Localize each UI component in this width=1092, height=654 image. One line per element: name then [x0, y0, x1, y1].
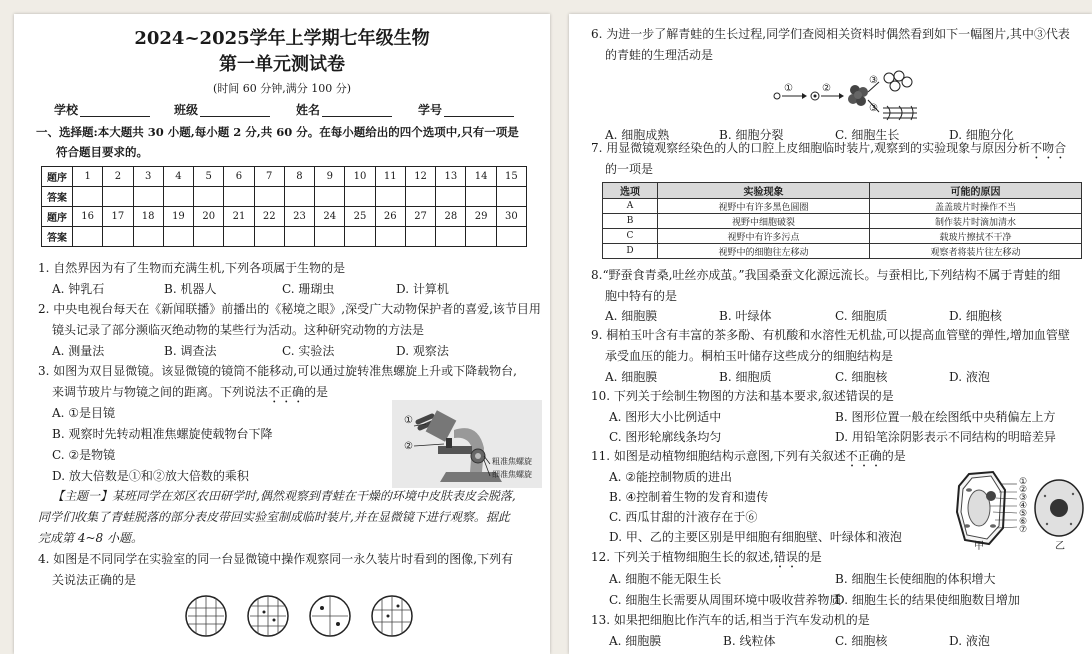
q10-option-b[interactable]: B. 图形位置一般在绘图纸中央稍偏左上方	[835, 410, 1056, 424]
cell-label-6: ⑥	[1019, 517, 1028, 527]
grid-number-cell: 16	[73, 207, 103, 227]
q8-stem: 8.“野蚕食青桑,吐丝亦成茧。”我国桑蚕文化源远流长。与蚕相比,下列结构不属于青蛙的细	[591, 268, 1061, 282]
q12-stem-end: 的是	[797, 550, 822, 564]
q9-option-a[interactable]: A. 细胞膜	[605, 370, 658, 384]
q8-option-d[interactable]: D. 细胞核	[949, 309, 1002, 323]
q11-stem	[591, 446, 906, 470]
q11-option-c[interactable]: C. 西瓜甘甜的汁液存在于⑥	[609, 510, 758, 524]
name-label: 姓名	[296, 103, 321, 117]
q6-stem: 6. 为进一步了解青蛙的生长过程,同学们查阅相关资料时偶然看到如下一幅图片,其中③代表	[591, 27, 1070, 41]
grid-number-cell: 22	[254, 207, 284, 227]
q7-table-cell: 视野中有许多黑色圆圈	[658, 199, 870, 214]
exam-title: 2024~2025学年上学期七年级生物	[134, 28, 430, 49]
grid-answer-row	[42, 187, 527, 207]
q2-option-c[interactable]: C. 实验法	[282, 344, 335, 358]
grid-number-cell: 2	[103, 167, 133, 187]
q7-stem-text: 7. 用显微镜观察经染色的人的口腔上皮细胞临时装片,观察到的实验现象与原因分析	[591, 141, 1031, 155]
q8-stem-cont: 胞中特有的是	[605, 289, 678, 303]
grid-answer-cell[interactable]	[254, 227, 284, 247]
grid-number-cell: 9	[315, 167, 345, 187]
q6-fig-label-3b: ③	[869, 103, 878, 114]
q13-option-b[interactable]: B. 线粒体	[723, 634, 776, 648]
q1-option-a[interactable]: A. 钟乳石	[52, 282, 105, 296]
q9-stem: 9. 桐柏玉叶含有丰富的茶多酚、有机酸和水溶性无机盐,可以提高血管壁的弹性,增加血管壁	[591, 328, 1070, 342]
q11-option-d[interactable]: D. 甲、乙的主要区别是甲细胞有细胞壁、叶绿体和液泡	[609, 530, 902, 544]
q9-option-c[interactable]: C. 细胞核	[835, 370, 888, 384]
q2-option-a[interactable]: A. 测量法	[52, 344, 105, 358]
q1-option-b[interactable]: B. 机器人	[164, 282, 217, 296]
school-label: 学校	[54, 103, 79, 117]
grid-number-cell: 8	[284, 167, 314, 187]
grid-answer-cell[interactable]	[436, 227, 466, 247]
grid-answer-cell[interactable]	[345, 187, 375, 207]
q10-option-c[interactable]: C. 图形轮廓线条均匀	[609, 430, 722, 444]
q6-option-d[interactable]: D. 细胞分化	[949, 128, 1014, 142]
theme-intro	[52, 486, 516, 507]
q7-table-cell: 视野中细胞破裂	[658, 214, 870, 229]
q2-option-b[interactable]: B. 调查法	[164, 344, 217, 358]
view-circle-1	[186, 596, 226, 636]
animal-cell-icon	[1035, 480, 1083, 536]
grid-answer-cell[interactable]	[73, 187, 103, 207]
frog-development-figure	[769, 68, 919, 124]
number-label: 学号	[418, 103, 443, 117]
grid-number-cell: 20	[194, 207, 224, 227]
grid-answer-cell[interactable]	[254, 187, 284, 207]
q10-option-d[interactable]: D. 用铅笔涂阴影表示不同结构的明暗差异	[835, 430, 1056, 444]
q12-stem	[591, 547, 822, 571]
grid-answer-cell[interactable]	[405, 227, 435, 247]
q7-table-cell: 盖盖玻片时操作不当	[870, 199, 1082, 214]
class-input-line[interactable]	[200, 116, 270, 117]
grid-row-label: 答案	[42, 187, 73, 207]
grid-answer-cell[interactable]	[133, 227, 163, 247]
q7-stem	[591, 138, 1066, 162]
q7-table-cell: 视野中的细胞往左移动	[658, 244, 870, 259]
left-exam-page	[14, 14, 550, 654]
grid-answer-cell[interactable]	[73, 227, 103, 247]
q3-option-c[interactable]: C. ②是物镜	[52, 448, 116, 462]
q10-option-a[interactable]: A. 图形大小比例适中	[609, 410, 722, 424]
q7-header-cell: 可能的原因	[870, 183, 1082, 199]
grid-number-cell: 5	[194, 167, 224, 187]
grid-answer-cell[interactable]	[375, 187, 405, 207]
table-row	[603, 244, 1082, 259]
q11-option-a[interactable]: A. ②能控制物质的进出	[609, 470, 733, 484]
q6-option-c[interactable]: C. 细胞生长	[835, 128, 900, 142]
grid-number-cell: 15	[496, 167, 526, 187]
q4-fields-of-view	[184, 592, 424, 642]
q6-option-b[interactable]: B. 细胞分裂	[719, 128, 784, 142]
section1-heading-cont: 符合题目要求的。	[56, 145, 148, 159]
q10-stem: 10. 下列关于绘制生物图的方法和基本要求,叙述错误的是	[591, 389, 894, 403]
q11-option-b[interactable]: B. ④控制着生物的发育和遗传	[609, 490, 769, 504]
view-circle-4	[372, 596, 412, 636]
grid-answer-cell[interactable]	[284, 227, 314, 247]
grid-number-cell: 24	[315, 207, 345, 227]
q12-option-c[interactable]: C. 细胞生长需要从周围环境中吸收营养物质	[609, 593, 842, 607]
q8-option-b[interactable]: B. 叶绿体	[719, 309, 772, 323]
grid-answer-cell[interactable]	[496, 187, 526, 207]
q3-option-d[interactable]: D. 放大倍数是①和②放大倍数的乘积	[52, 469, 249, 483]
grid-number-cell: 27	[405, 207, 435, 227]
grid-number-cell: 10	[345, 167, 375, 187]
plant-cell-icon	[957, 472, 1005, 544]
cell-cluster-icon	[848, 85, 868, 106]
cell-label-jia: 甲	[974, 541, 984, 552]
q8-option-c[interactable]: C. 细胞质	[835, 309, 888, 323]
microscope-label-2: ②	[404, 441, 413, 452]
grid-answer-cell[interactable]	[466, 227, 496, 247]
grid-number-row	[42, 207, 527, 227]
q7-table-cell: B	[603, 214, 658, 229]
grid-answer-cell[interactable]	[224, 187, 254, 207]
q9-option-d[interactable]: D. 液泡	[949, 370, 990, 384]
grid-answer-row	[42, 227, 527, 247]
q12-emphasis: 错误	[773, 550, 798, 564]
cell-label-3: ③	[1019, 493, 1028, 503]
q3-stem-cont	[52, 382, 328, 406]
q12-option-a[interactable]: A. 细胞不能无限生长	[609, 572, 722, 586]
q12-option-b[interactable]: B. 细胞生长使细胞的体积增大	[835, 572, 996, 586]
cell-label-yi: 乙	[1055, 541, 1065, 552]
grid-answer-cell[interactable]	[315, 187, 345, 207]
theme-intro-end: 完成第 4~8 小题。	[38, 531, 143, 545]
q8-option-a[interactable]: A. 细胞膜	[605, 309, 658, 323]
q7-table-cell: 观察者将装片往左移动	[870, 244, 1082, 259]
grid-number-cell: 30	[496, 207, 526, 227]
q7-emphasis: 不吻合	[1030, 141, 1067, 155]
grid-number-cell: 18	[133, 207, 163, 227]
grid-answer-cell[interactable]	[345, 227, 375, 247]
q3-option-b[interactable]: B. 观察时先转动粗准焦螺旋使载物台下降	[52, 427, 273, 441]
q6-stem-cont: 的青蛙的生理活动是	[605, 48, 714, 62]
q7-table-cell: D	[603, 244, 658, 259]
q7-header-cell: 选项	[603, 183, 658, 199]
q4-stem: 4. 如图是不同同学在实验室的同一台显微镜中操作观察同一永久装片时看到的图像,下列有	[38, 552, 514, 566]
q6-fig-label-1: ①	[784, 83, 793, 94]
school-input-line[interactable]	[80, 116, 150, 117]
grid-number-cell: 23	[284, 207, 314, 227]
grid-number-cell: 4	[163, 167, 193, 187]
q6-option-a[interactable]: A. 细胞成熟	[605, 128, 670, 142]
q3-emphasis: 不正确	[268, 385, 305, 399]
cell-label-2: ②	[1019, 485, 1028, 495]
q4-stem-cont: 关说法正确的是	[52, 573, 137, 587]
q7-table-cell: 视野中有许多污点	[658, 229, 870, 244]
q3-stem-end: 的是	[304, 385, 329, 399]
q7-table-cell: 制作装片时滴加清水	[870, 214, 1082, 229]
grid-answer-cell[interactable]	[436, 187, 466, 207]
grid-answer-cell[interactable]	[405, 187, 435, 207]
microscope-label-1: ①	[404, 415, 413, 426]
grid-answer-cell[interactable]	[466, 187, 496, 207]
q2-stem: 2. 中央电视台每天在《新闻联播》前播出的《秘境之眼》,深受广大动物保护者的喜爱,该节目用	[38, 302, 541, 316]
grid-number-cell: 3	[133, 167, 163, 187]
q7-table-cell: C	[603, 229, 658, 244]
q7-table	[602, 182, 1082, 259]
grid-answer-cell[interactable]	[315, 227, 345, 247]
table-row	[603, 214, 1082, 229]
grid-number-cell: 13	[436, 167, 466, 187]
q2-option-d[interactable]: D. 观察法	[396, 344, 449, 358]
grid-answer-cell[interactable]	[375, 227, 405, 247]
grid-number-cell: 21	[224, 207, 254, 227]
microscope-label-fine: 细准焦螺旋	[492, 470, 532, 479]
section1-heading: 一、选择题:本大题共 30 小题,每小题 2 分,共 60 分。在每小题给出的四个选项中,只有一项是	[36, 125, 519, 139]
theme-intro-cont: 同学们收集了青蛙脱落的部分表皮带回实验室制成临时装片,并在显微镜下进行观察。据此	[38, 510, 510, 524]
q3-stem-text: 来调节玻片与物镜之间的距离。下列说法	[52, 385, 269, 399]
cell-label-4: ④	[1019, 501, 1028, 511]
q13-option-a[interactable]: A. 细胞膜	[609, 634, 662, 648]
q7-stem-cont: 的一项是	[605, 162, 654, 176]
grid-answer-cell[interactable]	[103, 187, 133, 207]
grid-answer-cell[interactable]	[103, 227, 133, 247]
grid-number-cell: 1	[73, 167, 103, 187]
tissue-sketch-icon	[883, 71, 917, 120]
q1-option-c[interactable]: C. 珊瑚虫	[282, 282, 335, 296]
view-circle-2	[248, 596, 288, 636]
number-input-line[interactable]	[444, 116, 514, 117]
cell-label-7: ⑦	[1019, 525, 1028, 535]
q13-stem: 13. 如果把细胞比作汽车的话,相当于汽车发动机的是	[591, 613, 870, 627]
answer-grid	[41, 166, 527, 247]
grid-answer-cell[interactable]	[284, 187, 314, 207]
grid-number-cell: 7	[254, 167, 284, 187]
q3-stem: 3. 如图为双目显微镜。该显微镜的镜筒不能移动,可以通过旋转准焦螺旋上升或下降载物台,	[38, 364, 517, 378]
cell-label-1: ①	[1019, 477, 1028, 487]
grid-answer-cell[interactable]	[163, 187, 193, 207]
grid-answer-cell[interactable]	[194, 227, 224, 247]
q3-option-a[interactable]: A. ①是目镜	[52, 406, 116, 420]
q7-header-cell: 实验现象	[658, 183, 870, 199]
grid-number-cell: 28	[436, 207, 466, 227]
time-note: (时间 60 分钟,满分 100 分)	[212, 82, 352, 95]
grid-number-cell: 11	[375, 167, 405, 187]
grid-number-cell: 26	[375, 207, 405, 227]
grid-number-cell: 14	[466, 167, 496, 187]
class-label: 班级	[174, 103, 199, 117]
q6-fig-label-2: ②	[822, 83, 831, 94]
q12-stem-text: 12. 下列关于植物细胞生长的叙述,	[591, 550, 774, 564]
grid-number-cell: 17	[103, 207, 133, 227]
q11-stem-end: 的是	[881, 449, 906, 463]
cell-label-5: ⑤	[1019, 509, 1028, 519]
grid-number-row	[42, 167, 527, 187]
table-row	[603, 229, 1082, 244]
q7-table-cell: 载玻片擦拭不干净	[870, 229, 1082, 244]
grid-number-cell: 19	[163, 207, 193, 227]
grid-row-label: 答案	[42, 227, 73, 247]
grid-answer-cell[interactable]	[224, 227, 254, 247]
grid-row-label: 题序	[42, 207, 73, 227]
grid-answer-cell[interactable]	[194, 187, 224, 207]
q11-emphasis: 不正确	[845, 449, 882, 463]
grid-number-cell: 6	[224, 167, 254, 187]
table-row	[603, 199, 1082, 214]
q7-table-cell: A	[603, 199, 658, 214]
grid-answer-cell[interactable]	[133, 187, 163, 207]
q7-table-header	[603, 183, 1082, 199]
q2-stem-cont: 镜头记录了部分濒临灭绝动物的某些行为活动。这种研究动物的方法是	[52, 323, 425, 337]
grid-answer-cell[interactable]	[496, 227, 526, 247]
q1-stem: 1. 自然界因为有了生物而充满生机,下列各项属于生物的是	[38, 261, 346, 275]
grid-answer-cell[interactable]	[163, 227, 193, 247]
grid-number-cell: 29	[466, 207, 496, 227]
right-exam-page	[569, 14, 1092, 654]
view-circle-3	[310, 596, 350, 636]
exam-subtitle: 第一单元测试卷	[219, 54, 345, 75]
q9-option-b[interactable]: B. 细胞质	[719, 370, 772, 384]
q9-stem-cont: 承受血压的能力。桐柏玉叶储存这些成分的细胞结构是	[605, 349, 894, 363]
grid-number-cell: 25	[345, 207, 375, 227]
q12-option-d[interactable]: D. 细胞生长的结果使细胞数目增加	[835, 593, 1020, 607]
q13-option-c[interactable]: C. 细胞核	[835, 634, 888, 648]
theme-text: 【主题一】某班同学在郊区农田研学时,偶然观察到青蛙在干燥的环境中皮肤表皮会脱落,	[52, 489, 516, 503]
grid-row-label: 题序	[42, 167, 73, 187]
q13-option-d[interactable]: D. 液泡	[949, 634, 990, 648]
microscope-label-coarse: 粗准焦螺旋	[492, 457, 532, 466]
q11-stem-text: 11. 如图是动植物细胞结构示意图,下列有关叙述	[591, 449, 846, 463]
q1-option-d[interactable]: D. 计算机	[396, 282, 449, 296]
q6-fig-label-3a: ③	[869, 75, 878, 86]
name-input-line[interactable]	[322, 116, 392, 117]
grid-number-cell: 12	[405, 167, 435, 187]
